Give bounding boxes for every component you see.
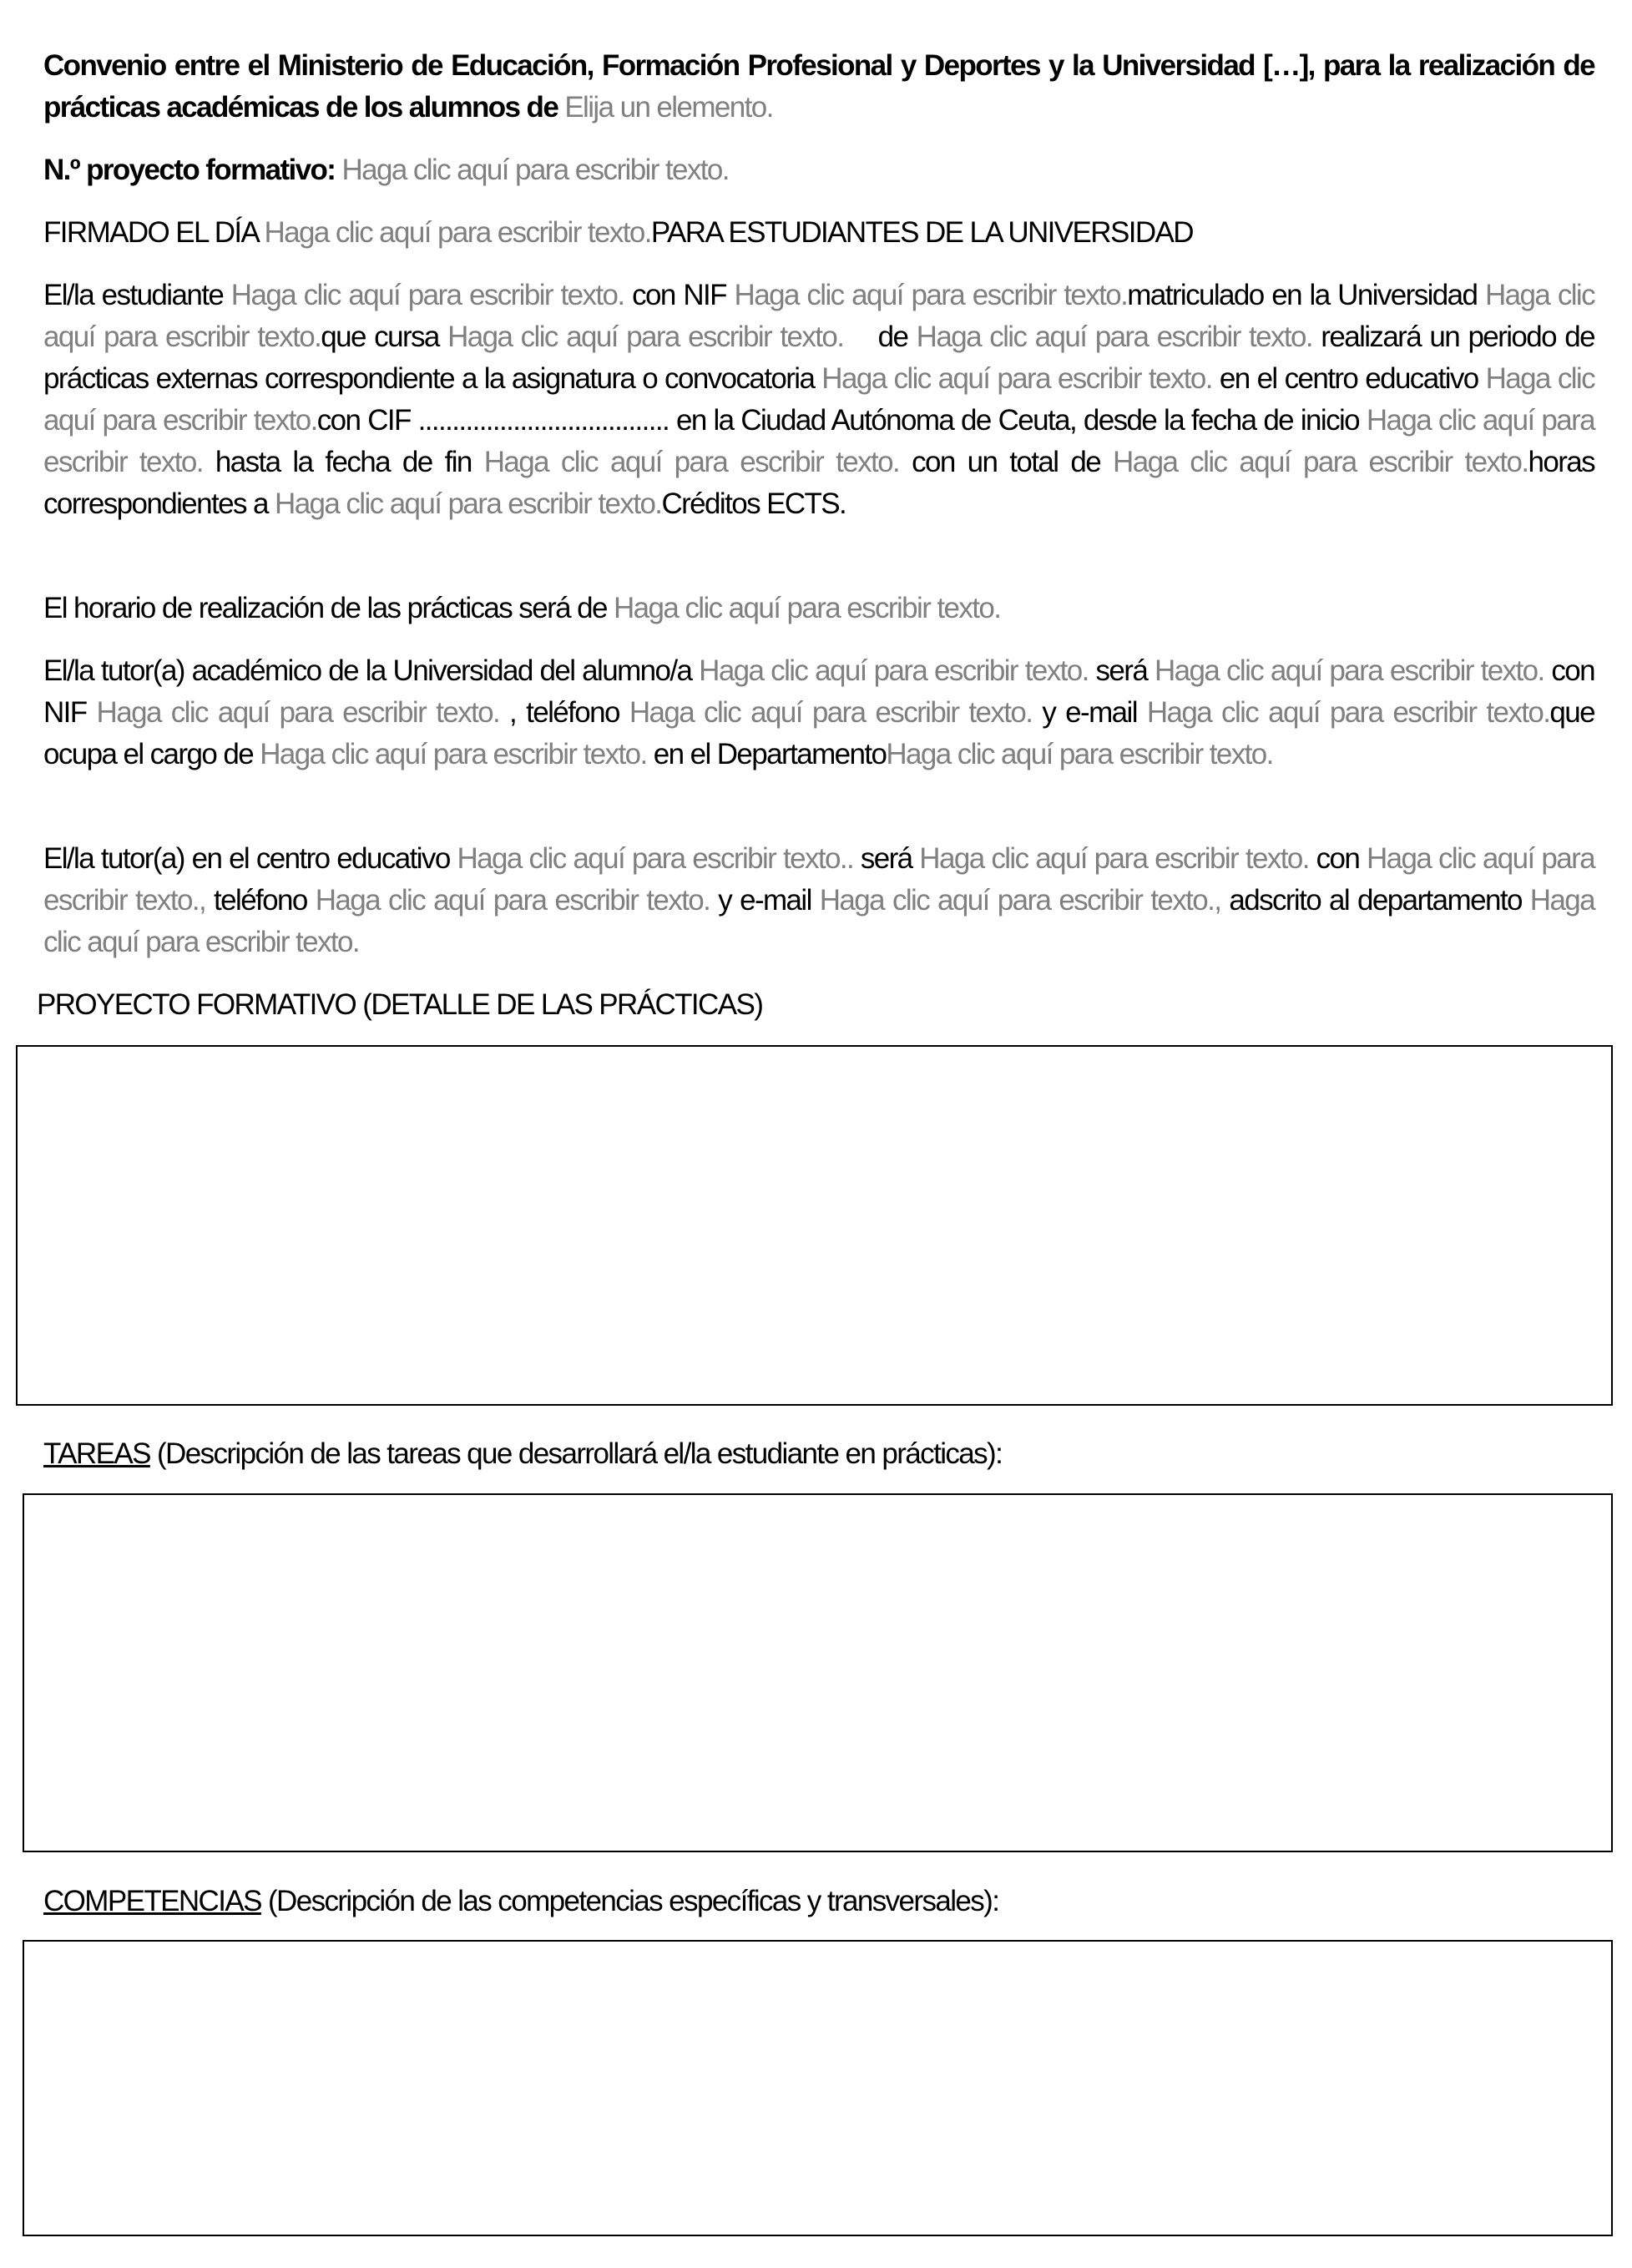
document-title: Convenio entre el Ministerio de Educación, Formación Profesional y Deportes y la Universidad […], para la realización de prácticas académicas de los alumnos de Elija un elemento.	[43, 49, 1594, 124]
degree-field[interactable]: Haga clic aquí para escribir texto.	[916, 321, 1312, 353]
student-ref-field[interactable]: Haga clic aquí para escribir texto.	[699, 654, 1089, 687]
center-tutor-email-field[interactable]: Haga clic aquí para escribir texto.,	[819, 884, 1221, 917]
center-tutor-name-field[interactable]: Haga clic aquí para escribir texto.	[919, 842, 1309, 875]
academic-tutor-name-field[interactable]: Haga clic aquí para escribir texto.	[1154, 654, 1544, 687]
schedule-line: El horario de realización de las prácticas será de Haga clic aquí para escribir texto.	[43, 592, 1001, 624]
student-name-field[interactable]: Haga clic aquí para escribir texto.	[230, 279, 624, 311]
signed-date-line: FIRMADO EL DÍA Haga clic aquí para escribir texto.PARA ESTUDIANTES DE LA UNIVERSIDAD	[43, 216, 1193, 249]
tasks-section-title: TAREAS (Descripción de las tareas que desarrollará el/la estudiante en prácticas):	[43, 1437, 1003, 1470]
academic-tutor-email-field[interactable]: Haga clic aquí para escribir texto.	[1146, 696, 1550, 729]
student-paragraph: El/la estudiante Haga clic aquí para escribir texto. con NIF Haga clic aquí para escribir texto.matriculado en la Universidad Haga clic aquí para escribir texto.que cursa Haga clic aquí para escribir texto. de Haga clic aquí para escribir texto. realizará un periodo de prácticas externas correspondiente a la asignatura o convocatoria Haga clic aquí para escribir texto. en el centro educativo Haga clic aquí para escribir texto.con CIF ..................................... en la Ciudad Autónoma de Ceuta, desde la fecha de inicio Haga clic aquí para escribir texto. hasta la fecha de fin Haga clic aquí para escribir texto. con un total de Haga clic aquí para escribir texto.horas correspondientes a Haga clic aquí para escribir texto.Créditos ECTS.	[43, 279, 1595, 520]
academic-tutor-nif-field[interactable]: Haga clic aquí para escribir texto.	[96, 696, 500, 729]
center-ref-field[interactable]: Haga clic aquí para escribir texto..	[457, 842, 854, 875]
student-nif-field[interactable]: Haga clic aquí para escribir texto.	[734, 279, 1128, 311]
center-tutor-nif-field[interactable]: Haga clic aquí para escribir texto.,	[43, 842, 1595, 917]
start-date-field[interactable]: Haga clic aquí para escribir texto.	[43, 404, 1595, 478]
academic-tutor-department-field[interactable]: Haga clic aquí para escribir texto.	[886, 738, 1273, 770]
university-field[interactable]: Haga clic aquí para escribir texto.	[43, 279, 1594, 353]
signed-date-field[interactable]: Haga clic aquí para escribir texto.	[264, 216, 651, 249]
school-field[interactable]: Haga clic aquí para escribir texto.	[43, 362, 1594, 437]
course-field[interactable]: Haga clic aquí para escribir texto.	[447, 321, 844, 353]
project-detail-box[interactable]	[16, 1045, 1613, 1406]
center-tutor-phone-field[interactable]: Haga clic aquí para escribir texto.	[315, 884, 710, 917]
academic-tutor-paragraph: El/la tutor(a) académico de la Universidad del alumno/a Haga clic aquí para escribir texto. será Haga clic aquí para escribir texto. con NIF Haga clic aquí para escribir texto. , teléfono Haga clic aquí para escribir texto. y e-mail Haga clic aquí para escribir texto.que ocupa el cargo de Haga clic aquí para escribir texto. en el DepartamentoHaga clic aquí para escribir texto.	[43, 654, 1594, 770]
competences-box[interactable]	[23, 1940, 1613, 2236]
end-date-field[interactable]: Haga clic aquí para escribir texto.	[483, 446, 900, 478]
credits-field[interactable]: Haga clic aquí para escribir texto.	[275, 487, 662, 520]
schedule-field[interactable]: Haga clic aquí para escribir texto.	[613, 592, 1001, 624]
degree-dropdown[interactable]: Elija un elemento.	[564, 91, 773, 124]
project-number-line: N.º proyecto formativo: Haga clic aquí para escribir texto.	[43, 154, 729, 186]
subject-field[interactable]: Haga clic aquí para escribir texto.	[821, 362, 1212, 395]
academic-tutor-position-field[interactable]: Haga clic aquí para escribir texto.	[260, 738, 647, 770]
center-tutor-paragraph: El/la tutor(a) en el centro educativo Haga clic aquí para escribir texto.. será Haga clic aquí para escribir texto. con Haga clic aquí para escribir texto., teléfono Haga clic aquí para escribir texto. y e-mail Haga clic aquí para escribir texto., adscrito al departamento Haga clic aquí para escribir texto.	[43, 842, 1595, 958]
project-number-field[interactable]: Haga clic aquí para escribir texto.	[341, 154, 729, 186]
center-tutor-department-field[interactable]: Haga clic aquí para escribir texto.	[43, 884, 1595, 958]
academic-tutor-phone-field[interactable]: Haga clic aquí para escribir texto.	[629, 696, 1033, 729]
project-section-title: PROYECTO FORMATIVO (DETALLE DE LAS PRÁCTICAS)	[37, 988, 763, 1021]
tasks-box[interactable]	[23, 1493, 1613, 1852]
competences-section-title: COMPETENCIAS (Descripción de las competencias específicas y transversales):	[43, 1885, 999, 1917]
hours-field[interactable]: Haga clic aquí para escribir texto.	[1113, 446, 1528, 478]
